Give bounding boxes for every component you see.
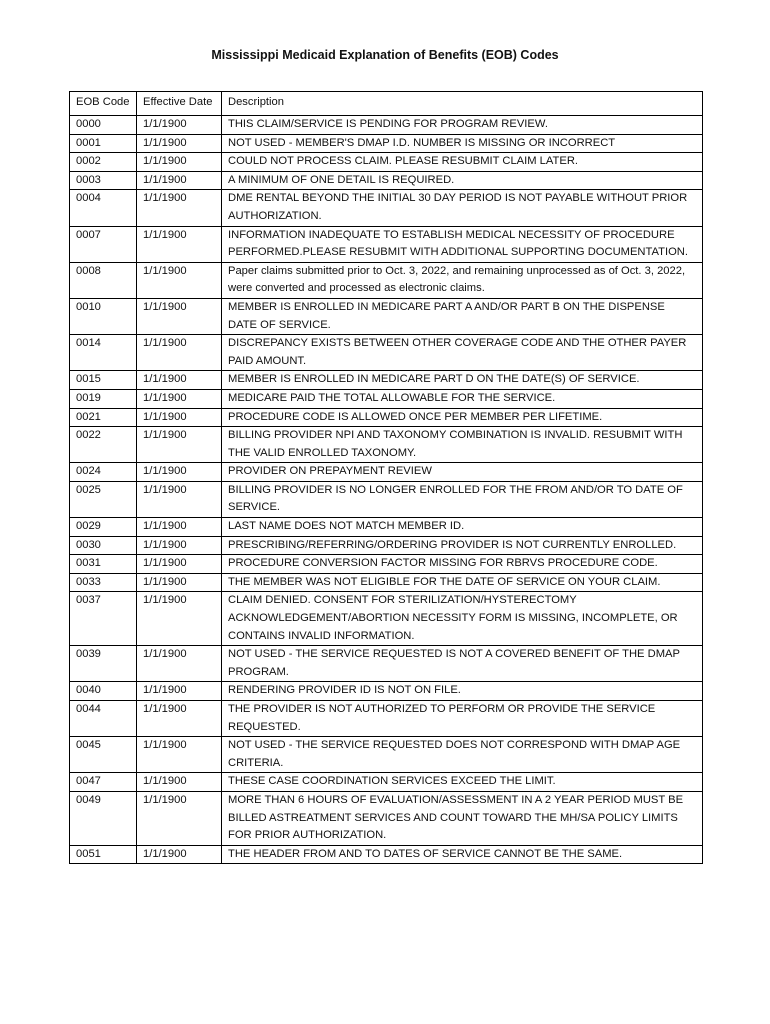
effective-date-cell: 1/1/1900 — [137, 646, 222, 682]
effective-date-cell: 1/1/1900 — [137, 134, 222, 153]
description-cell: MEMBER IS ENROLLED IN MEDICARE PART D ON THE DATE(S) OF SERVICE. — [222, 371, 703, 390]
table-row — [70, 298, 703, 334]
description-cell: PRESCRIBING/REFERRING/ORDERING PROVIDER IS NOT CURRENTLY ENROLLED. — [222, 536, 703, 555]
eob-code-cell: 0040 — [70, 682, 137, 701]
effective-date-cell: 1/1/1900 — [137, 701, 222, 737]
description-cell: NOT USED - THE SERVICE REQUESTED DOES NOT CORRESPOND WITH DMAP AGE CRITERIA. — [222, 737, 703, 773]
eob-code-cell: 0051 — [70, 845, 137, 864]
description-cell: PROCEDURE CONVERSION FACTOR MISSING FOR RBRVS PROCEDURE CODE. — [222, 555, 703, 574]
effective-date-cell: 1/1/1900 — [137, 171, 222, 190]
eob-code-cell: 0024 — [70, 463, 137, 482]
description-cell: RENDERING PROVIDER ID IS NOT ON FILE. — [222, 682, 703, 701]
description-cell: PROVIDER ON PREPAYMENT REVIEW — [222, 463, 703, 482]
effective-date-cell: 1/1/1900 — [137, 389, 222, 408]
effective-date-cell: 1/1/1900 — [137, 262, 222, 298]
description-cell: THESE CASE COORDINATION SERVICES EXCEED THE LIMIT. — [222, 773, 703, 792]
effective-date-cell: 1/1/1900 — [137, 371, 222, 390]
effective-date-cell: 1/1/1900 — [137, 116, 222, 135]
table-row — [70, 737, 703, 773]
eob-code-cell: 0001 — [70, 134, 137, 153]
eob-code-cell: 0002 — [70, 153, 137, 172]
effective-date-cell: 1/1/1900 — [137, 682, 222, 701]
description-cell: NOT USED - THE SERVICE REQUESTED IS NOT A COVERED BENEFIT OF THE DMAP PROGRAM. — [222, 646, 703, 682]
eob-code-cell: 0044 — [70, 701, 137, 737]
table-row — [70, 646, 703, 682]
table-row — [70, 335, 703, 371]
eob-code-cell: 0029 — [70, 518, 137, 537]
effective-date-cell: 1/1/1900 — [137, 427, 222, 463]
description-cell: MEMBER IS ENROLLED IN MEDICARE PART A AND/OR PART B ON THE DISPENSE DATE OF SERVICE. — [222, 298, 703, 334]
eob-code-cell: 0049 — [70, 791, 137, 845]
table-row — [70, 573, 703, 592]
effective-date-cell: 1/1/1900 — [137, 592, 222, 646]
table-row — [70, 226, 703, 262]
table-row — [70, 427, 703, 463]
table-row — [70, 153, 703, 172]
description-cell: MEDICARE PAID THE TOTAL ALLOWABLE FOR THE SERVICE. — [222, 389, 703, 408]
eob-codes-table — [69, 91, 703, 864]
description-cell: PROCEDURE CODE IS ALLOWED ONCE PER MEMBER PER LIFETIME. — [222, 408, 703, 427]
description-cell: THE MEMBER WAS NOT ELIGIBLE FOR THE DATE OF SERVICE ON YOUR CLAIM. — [222, 573, 703, 592]
description-cell: BILLING PROVIDER NPI AND TAXONOMY COMBINATION IS INVALID. RESUBMIT WITH THE VALID ENROLLED TAXONOMY. — [222, 427, 703, 463]
table-row — [70, 481, 703, 517]
effective-date-cell: 1/1/1900 — [137, 845, 222, 864]
description-cell: DME RENTAL BEYOND THE INITIAL 30 DAY PERIOD IS NOT PAYABLE WITHOUT PRIOR AUTHORIZATION. — [222, 190, 703, 226]
description-cell: MORE THAN 6 HOURS OF EVALUATION/ASSESSMENT IN A 2 YEAR PERIOD MUST BE BILLED ASTREATMENT SERVICES AND COUNT TOWARD THE MH/SA POLICY LIMITS FOR PRIOR AUTHORIZATION. — [222, 791, 703, 845]
eob-code-cell: 0039 — [70, 646, 137, 682]
eob-code-cell: 0047 — [70, 773, 137, 792]
table-row — [70, 518, 703, 537]
description-cell: LAST NAME DOES NOT MATCH MEMBER ID. — [222, 518, 703, 537]
eob-code-cell: 0000 — [70, 116, 137, 135]
eob-code-cell: 0019 — [70, 389, 137, 408]
effective-date-cell: 1/1/1900 — [137, 518, 222, 537]
header-description: Description — [222, 92, 703, 116]
eob-code-cell: 0007 — [70, 226, 137, 262]
effective-date-cell: 1/1/1900 — [137, 773, 222, 792]
description-cell: CLAIM DENIED. CONSENT FOR STERILIZATION/HYSTERECTOMY ACKNOWLEDGEMENT/ABORTION NECESSITY FORM IS MISSING, INCOMPLETE, OR CONTAINS INVALID INFORMATION. — [222, 592, 703, 646]
table-row — [70, 389, 703, 408]
table-row — [70, 845, 703, 864]
table-row — [70, 371, 703, 390]
eob-code-cell: 0031 — [70, 555, 137, 574]
header-eob-code: EOB Code — [70, 92, 137, 116]
description-cell: DISCREPANCY EXISTS BETWEEN OTHER COVERAGE CODE AND THE OTHER PAYER PAID AMOUNT. — [222, 335, 703, 371]
eob-code-cell: 0022 — [70, 427, 137, 463]
eob-code-cell: 0025 — [70, 481, 137, 517]
table-row — [70, 190, 703, 226]
description-cell: Paper claims submitted prior to Oct. 3, 2022, and remaining unprocessed as of Oct. 3, 2022, were converted and processed as electronic claims. — [222, 262, 703, 298]
table-row — [70, 682, 703, 701]
description-cell: THE PROVIDER IS NOT AUTHORIZED TO PERFORM OR PROVIDE THE SERVICE REQUESTED. — [222, 701, 703, 737]
table-row — [70, 171, 703, 190]
effective-date-cell: 1/1/1900 — [137, 481, 222, 517]
eob-code-cell: 0021 — [70, 408, 137, 427]
table-row — [70, 408, 703, 427]
effective-date-cell: 1/1/1900 — [137, 573, 222, 592]
eob-code-cell: 0010 — [70, 298, 137, 334]
table-row — [70, 536, 703, 555]
effective-date-cell: 1/1/1900 — [137, 408, 222, 427]
eob-code-cell: 0033 — [70, 573, 137, 592]
effective-date-cell: 1/1/1900 — [137, 335, 222, 371]
eob-code-cell: 0015 — [70, 371, 137, 390]
eob-code-cell: 0030 — [70, 536, 137, 555]
table-row — [70, 773, 703, 792]
description-cell: COULD NOT PROCESS CLAIM. PLEASE RESUBMIT CLAIM LATER. — [222, 153, 703, 172]
table-row — [70, 116, 703, 135]
effective-date-cell: 1/1/1900 — [137, 555, 222, 574]
effective-date-cell: 1/1/1900 — [137, 190, 222, 226]
effective-date-cell: 1/1/1900 — [137, 737, 222, 773]
description-cell: A MINIMUM OF ONE DETAIL IS REQUIRED. — [222, 171, 703, 190]
header-effective-date: Effective Date — [137, 92, 222, 116]
table-row — [70, 701, 703, 737]
description-cell: INFORMATION INADEQUATE TO ESTABLISH MEDICAL NECESSITY OF PROCEDURE PERFORMED.PLEASE RESUBMIT WITH ADDITIONAL SUPPORTING DOCUMENTATION. — [222, 226, 703, 262]
table-row — [70, 555, 703, 574]
effective-date-cell: 1/1/1900 — [137, 791, 222, 845]
table-row — [70, 463, 703, 482]
table-header-row — [70, 92, 703, 116]
eob-code-cell: 0008 — [70, 262, 137, 298]
effective-date-cell: 1/1/1900 — [137, 226, 222, 262]
effective-date-cell: 1/1/1900 — [137, 463, 222, 482]
table-row — [70, 592, 703, 646]
table-row — [70, 262, 703, 298]
eob-code-cell: 0045 — [70, 737, 137, 773]
effective-date-cell: 1/1/1900 — [137, 153, 222, 172]
eob-code-cell: 0014 — [70, 335, 137, 371]
eob-code-cell: 0037 — [70, 592, 137, 646]
eob-code-cell: 0004 — [70, 190, 137, 226]
description-cell: THIS CLAIM/SERVICE IS PENDING FOR PROGRAM REVIEW. — [222, 116, 703, 135]
table-row — [70, 791, 703, 845]
description-cell: NOT USED - MEMBER'S DMAP I.D. NUMBER IS MISSING OR INCORRECT — [222, 134, 703, 153]
table-row — [70, 134, 703, 153]
description-cell: BILLING PROVIDER IS NO LONGER ENROLLED FOR THE FROM AND/OR TO DATE OF SERVICE. — [222, 481, 703, 517]
effective-date-cell: 1/1/1900 — [137, 298, 222, 334]
effective-date-cell: 1/1/1900 — [137, 536, 222, 555]
eob-code-cell: 0003 — [70, 171, 137, 190]
description-cell: THE HEADER FROM AND TO DATES OF SERVICE CANNOT BE THE SAME. — [222, 845, 703, 864]
document-title: Mississippi Medicaid Explanation of Benefits (EOB) Codes — [211, 48, 559, 62]
